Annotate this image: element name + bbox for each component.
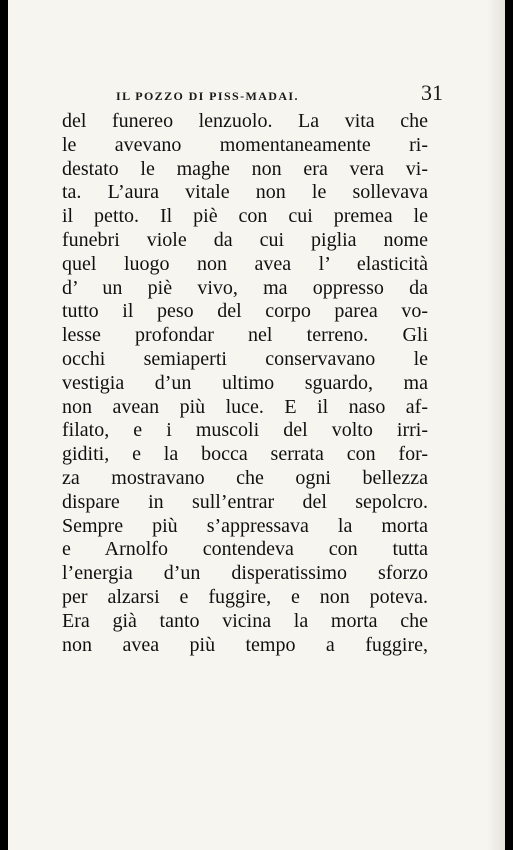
text-line: occhi semiaperti conservavano le	[62, 347, 428, 370]
text-line: Sempre più s’appressava la morta	[62, 514, 428, 537]
text-line: del funereo lenzuolo. La vita che	[62, 110, 428, 132]
text-line: filato, e i muscoli del volto irri-	[62, 419, 428, 442]
text-line: ta. L’aura vitale non le sollevava	[62, 181, 428, 204]
book-page	[8, 0, 505, 850]
text-line: non avea più tempo a fuggire,	[62, 633, 428, 656]
text-line: dispare in sull’entrar del sepolcro.	[62, 490, 428, 513]
text-line: l’energia d’un disperatissimo sforzo	[62, 562, 428, 585]
body-text	[62, 110, 428, 657]
text-line: e Arnolfo contendeva con tutta	[62, 538, 428, 561]
text-line: quel luogo non avea l’ elasticità	[62, 252, 428, 275]
text-line: giditi, e la bocca serrata con for-	[62, 443, 428, 466]
text-line: d’ un piè vivo, ma oppresso da	[62, 276, 428, 299]
text-line: per alzarsi e fuggire, e non poteva.	[62, 585, 428, 608]
text-line: funebri viole da cui piglia nome	[62, 228, 428, 251]
text-line: lesse profondar nel terreno. Gli	[62, 324, 428, 347]
text-line: tutto il peso del corpo parea vo-	[62, 300, 428, 323]
text-line: destato le maghe non era vera vi-	[62, 157, 428, 180]
page-header	[103, 80, 443, 110]
text-line: Era già tanto vicina la morta che	[62, 609, 428, 632]
text-line: vestigia d’un ultimo sguardo, ma	[62, 371, 428, 394]
running-title: IL POZZO DI PISS-MADAI.	[116, 89, 299, 103]
text-line: il petto. Il piè con cui premea le	[62, 205, 428, 228]
page-number: 31	[421, 80, 443, 105]
text-line: le avevano momentaneamente ri-	[62, 133, 428, 156]
text-line: non avean più luce. E il naso af-	[62, 395, 428, 418]
text-line: za mostravano che ogni bellezza	[62, 466, 428, 489]
